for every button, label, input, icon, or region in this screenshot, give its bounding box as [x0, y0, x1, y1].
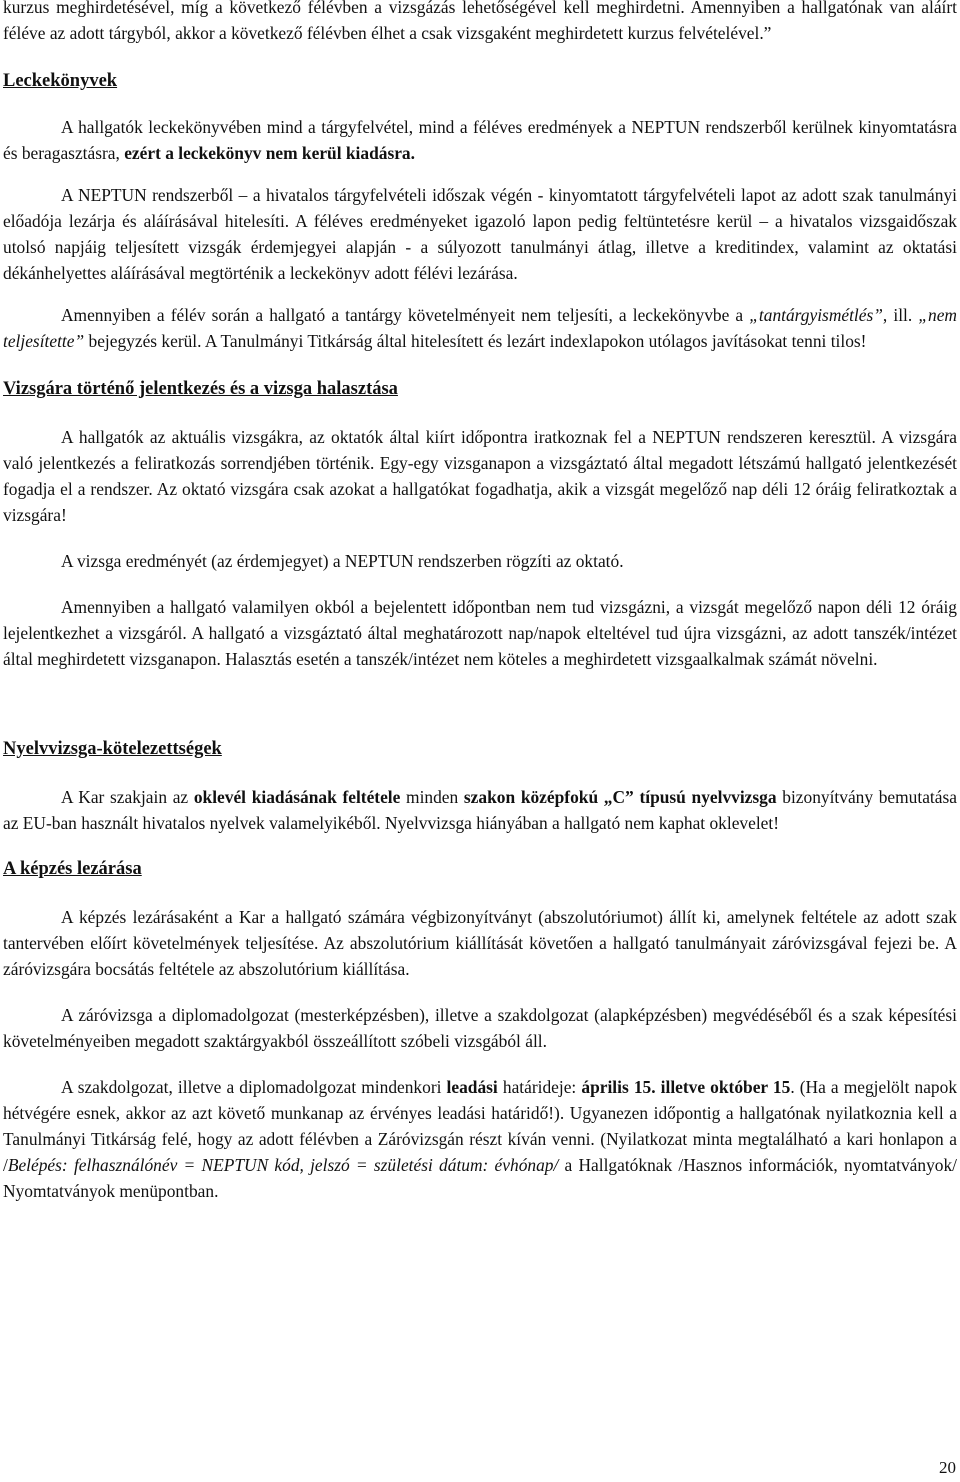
- paragraph-nyelvvizsga: [3, 784, 957, 836]
- paragraph-leckekonyv-3: [3, 302, 957, 354]
- paragraph-vizsga-3: [3, 594, 957, 672]
- paragraph-intro: [3, 0, 957, 46]
- heading-kepzes-lezarasa: A képzés lezárása: [3, 859, 142, 879]
- bold-text: ezért a leckekönyv nem kerül kiadásra.: [124, 143, 415, 163]
- heading-vizsga: Vizsgára történő jelentkezés és a vizsga halasztása: [3, 379, 398, 399]
- paragraph-text: bejegyzés kerül. A Tanulmányi Titkárság által hitelesített és lezárt indexlapokon utólagos javításokat tenni tilos!: [88, 331, 867, 351]
- paragraph-text: bizonyítvány bemutatása az EU-ban használt hivatalos nyelvek valamelyikéből. Nyelvvizsga hiányában a hallgató nem kaphat oklevelet!: [3, 787, 957, 833]
- italic-text: „nem teljesítette”: [3, 305, 957, 351]
- paragraph-text: A szakdolgozat, illetve a diplomadolgozat mindenkori: [61, 1077, 442, 1097]
- italic-text: „tantárgyismétlés”: [749, 305, 883, 325]
- heading-leckekonyvek: Leckekönyvek: [3, 71, 118, 91]
- bold-text: oklevél kiadásának feltétele: [193, 787, 401, 807]
- page-number: 20: [939, 1458, 956, 1477]
- paragraph-text: A NEPTUN rendszerből – a hivatalos tárgyfelvételi időszak végén - kinyomtatott tárgyfelvételi lapot az adott szak tanulmányi előadója lezárja és aláírásával hitelesíti. A féléves eredményeket igazoló lapon pedig feltüntetésre kerül – a hivatalos vizsgaidőszak utolsó napjáig teljesített vizsgák érdemjegyei alapján - a súlyozott tanulmányi átlag, illetve a kreditindex, valamint az oktatási dékánhelyettes aláírásával megtörténik a leckekönyv adott félévi lezárása.: [3, 185, 957, 283]
- paragraph-text: A hallgatók az aktuális vizsgákra, az oktatók által kiírt időpontra iratkoznak fel a NEPTUN rendszeren keresztül. A vizsgára való jelentkezés a feliratkozás sorrendjében történik. Egy-egy vizsganapon a vizsgáztató által megadott létszámú hallgató jelentkezését fogadja el a rendszer. Az oktató vizsgára csak azokat a hallgatókat fogadhatja, akik a vizsgát megelőző nap déli 12 óráig feliratkoztak a vizsgára!: [3, 427, 957, 525]
- paragraph-text: A vizsga eredményét (az érdemjegyet) a NEPTUN rendszerben rögzíti az oktató.: [61, 551, 624, 571]
- italic-text: Belépés: felhasználónév = NEPTUN kód, jelszó = születési dátum: évhónap/: [7, 1155, 559, 1175]
- paragraph-leckekonyv-1: [3, 114, 957, 166]
- bold-text: leadási: [446, 1077, 498, 1097]
- paragraph-lezaras-3: [3, 1074, 957, 1204]
- paragraph-text: Amennyiben a félév során a hallgató a tantárgy követelményeit nem teljesíti, a leckekönyvbe a: [61, 305, 744, 325]
- paragraph-lezaras-1: [3, 904, 957, 982]
- heading-nyelvvizsga: Nyelvvizsga-kötelezettségek: [3, 739, 222, 759]
- paragraph-text: A Kar szakjain az: [61, 787, 189, 807]
- paragraph-text: Amennyiben a hallgató valamilyen okból a bejelentett időpontban nem tud vizsgázni, a vizsgát megelőző napon déli 12 óráig lejelentkezhet a vizsgáról. A hallgató a vizsgáztató által meghatározott nap/napok elteltével tud újra vizsgázni, az adott tanszék/intézet által meghirdetett vizsganapon. Halasztás esetén a tanszék/intézet nem köteles a meghirdetett vizsgaalkalmak számát növelni.: [3, 597, 957, 669]
- paragraph-vizsga-1: [3, 424, 957, 528]
- paragraph-leckekonyv-2: [3, 182, 957, 286]
- paragraph-text: , ill.: [882, 305, 913, 325]
- paragraph-text: kurzus meghirdetésével, míg a következő félévben a vizsgázás lehetőségével kell meghirdetni. Amennyiben a hallgatónak van aláírt féléve az adott tárgyból, akkor a következő félévben élhet a csak vizsgaként meghirdetett kurzus felvételével.”: [3, 0, 957, 43]
- paragraph-text: minden: [406, 787, 459, 807]
- bold-text: szakon középfokú „C” típusú nyelvvizsga: [463, 787, 777, 807]
- document-page: [3, 0, 957, 1204]
- paragraph-text: A képzés lezárásaként a Kar a hallgató számára végbizonyítványt (abszolutóriumot) állít ki, amelynek feltétele az adott szak tantervében előírt követelmények teljesítése. Az abszolutórium kiállítását követően a hallgató tanulmányait záróvizsgával fejezi be. A záróvizsgára bocsátás feltétele az abszolutórium kiállítása.: [3, 907, 957, 979]
- paragraph-vizsga-2: [3, 548, 957, 574]
- paragraph-text: határideje:: [502, 1077, 577, 1097]
- paragraph-text: . (Ha a megjelölt napok hétvégére esnek, akkor az azt követő munkanap az érvényes leadási határidő!). Ugyanezen időpontig a hallgatónak nyilatkoznia kell a Tanulmányi Titkárság felé, hogy az adott félévben a Záróvizsgán részt kíván venni. (Nyilatkozat minta megtalálható a kari honlapon a /: [3, 1077, 958, 1175]
- paragraph-text: A záróvizsga a diplomadolgozat (mesterképzésben), illetve a szakdolgozat (alapképzésben) megvédéséből és a szak képesítési követelményeiben megadott szaktárgyakból összeállított szóbeli vizsgából áll.: [3, 1005, 957, 1051]
- paragraph-text: A hallgatók leckekönyvében mind a tárgyfelvétel, mind a féléves eredmények a NEPTUN rendszerből kerülnek kinyomtatásra és beragasztásra,: [3, 117, 957, 163]
- paragraph-text: a Hallgatóknak /Hasznos információk, nyomtatványok/ Nyomtatványok menüpontban.: [3, 1155, 957, 1201]
- paragraph-lezaras-2: [3, 1002, 957, 1054]
- bold-text: április 15. illetve október 15: [581, 1077, 791, 1097]
